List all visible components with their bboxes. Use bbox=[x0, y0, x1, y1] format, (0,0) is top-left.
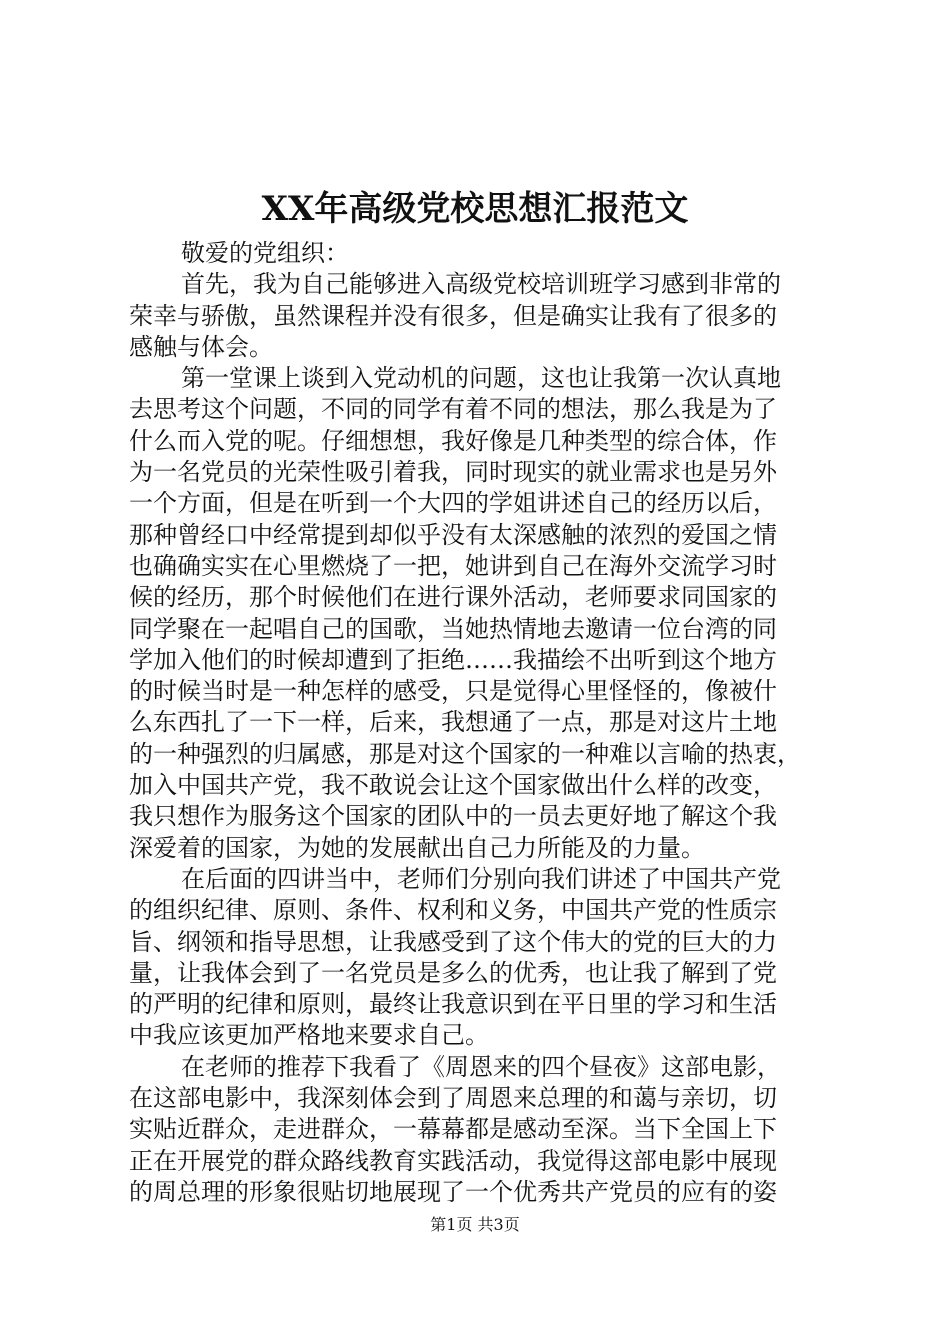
body-line: 感触与体会。 bbox=[129, 332, 273, 361]
body-line: 在后面的四讲当中，老师们分别向我们讲述了中国共产党 bbox=[181, 864, 781, 893]
body-line: 同学聚在一起唱自己的国歌，当她热情地去邀请一位台湾的同 bbox=[129, 614, 777, 643]
body-line: 加入中国共产党，我不敢说会让这个国家做出什么样的改变， bbox=[129, 771, 777, 800]
body-line: 深爱着的国家，为她的发展献出自己力所能及的力量。 bbox=[129, 833, 705, 862]
body-line: 首先，我为自己能够进入高级党校培训班学习感到非常的 bbox=[181, 270, 781, 299]
body-line: 么东西扎了一下一样，后来，我想通了一点，那是对这片土地 bbox=[129, 708, 777, 737]
body-line: 荣幸与骄傲，虽然课程并没有很多，但是确实让我有了很多的 bbox=[129, 301, 777, 330]
body-line: 中我应该更加严格地来要求自己。 bbox=[129, 1021, 489, 1050]
body-line: 那种曾经口中经常提到却似乎没有太深感触的浓烈的爱国之情 bbox=[129, 520, 777, 549]
body-line: 敬爱的党组织： bbox=[181, 239, 349, 267]
body-line: 实贴近群众，走进群众，一幕幕都是感动至深。当下全国上下 bbox=[129, 1115, 777, 1144]
body-line: 的时候当时是一种怎样的感受，只是觉得心里怪怪的，像被什 bbox=[129, 677, 777, 706]
body-line: 也确确实实在心里燃烧了一把，她讲到自己在海外交流学习时 bbox=[129, 551, 777, 580]
body-line: 学加入他们的时候却遭到了拒绝……我描绘不出听到这个地方 bbox=[129, 645, 777, 674]
body-line: 在老师的推荐下我看了《周恩来的四个昼夜》这部电影， bbox=[181, 1052, 781, 1081]
body-line: 在这部电影中，我深刻体会到了周恩来总理的和蔼与亲切，切 bbox=[129, 1084, 777, 1113]
document-body bbox=[129, 238, 831, 1208]
body-line: 正在开展党的群众路线教育实践活动，我觉得这部电影中展现 bbox=[129, 1146, 777, 1175]
body-line: 第一堂课上谈到入党动机的问题，这也让我第一次认真地 bbox=[181, 364, 781, 393]
body-line: 去思考这个问题，不同的同学有着不同的想法，那么我是为了 bbox=[129, 395, 777, 424]
body-line: 为一名党员的光荣性吸引着我，同时现实的就业需求也是另外 bbox=[129, 458, 777, 487]
body-line: 我只想作为服务这个国家的团队中的一员去更好地了解这个我 bbox=[129, 802, 777, 831]
body-line: 的组织纪律、原则、条件、权利和义务，中国共产党的性质宗 bbox=[129, 896, 777, 925]
body-line: 候的经历，那个时候他们在进行课外活动，老师要求同国家的 bbox=[129, 583, 777, 612]
body-line: 量，让我体会到了一名党员是多么的优秀，也让我了解到了党 bbox=[129, 958, 777, 987]
body-line: 的严明的纪律和原则，最终让我意识到在平日里的学习和生活 bbox=[129, 990, 777, 1019]
body-line: 旨、纲领和指导思想，让我感受到了这个伟大的党的巨大的力 bbox=[129, 927, 777, 956]
body-line: 什么而入党的呢。仔细想想，我好像是几种类型的综合体，作 bbox=[129, 426, 777, 455]
body-line: 的一种强烈的归属感，那是对这个国家的一种难以言喻的热衷， bbox=[129, 739, 801, 768]
body-line: 一个方面，但是在听到一个大四的学姐讲述自己的经历以后， bbox=[129, 489, 777, 518]
page-footer: 第1页 共3页 bbox=[430, 1215, 520, 1234]
body-line: 的周总理的形象很贴切地展现了一个优秀共产党员的应有的姿 bbox=[129, 1177, 777, 1206]
document-title: XX年高级党校思想汇报范文 bbox=[261, 189, 689, 229]
